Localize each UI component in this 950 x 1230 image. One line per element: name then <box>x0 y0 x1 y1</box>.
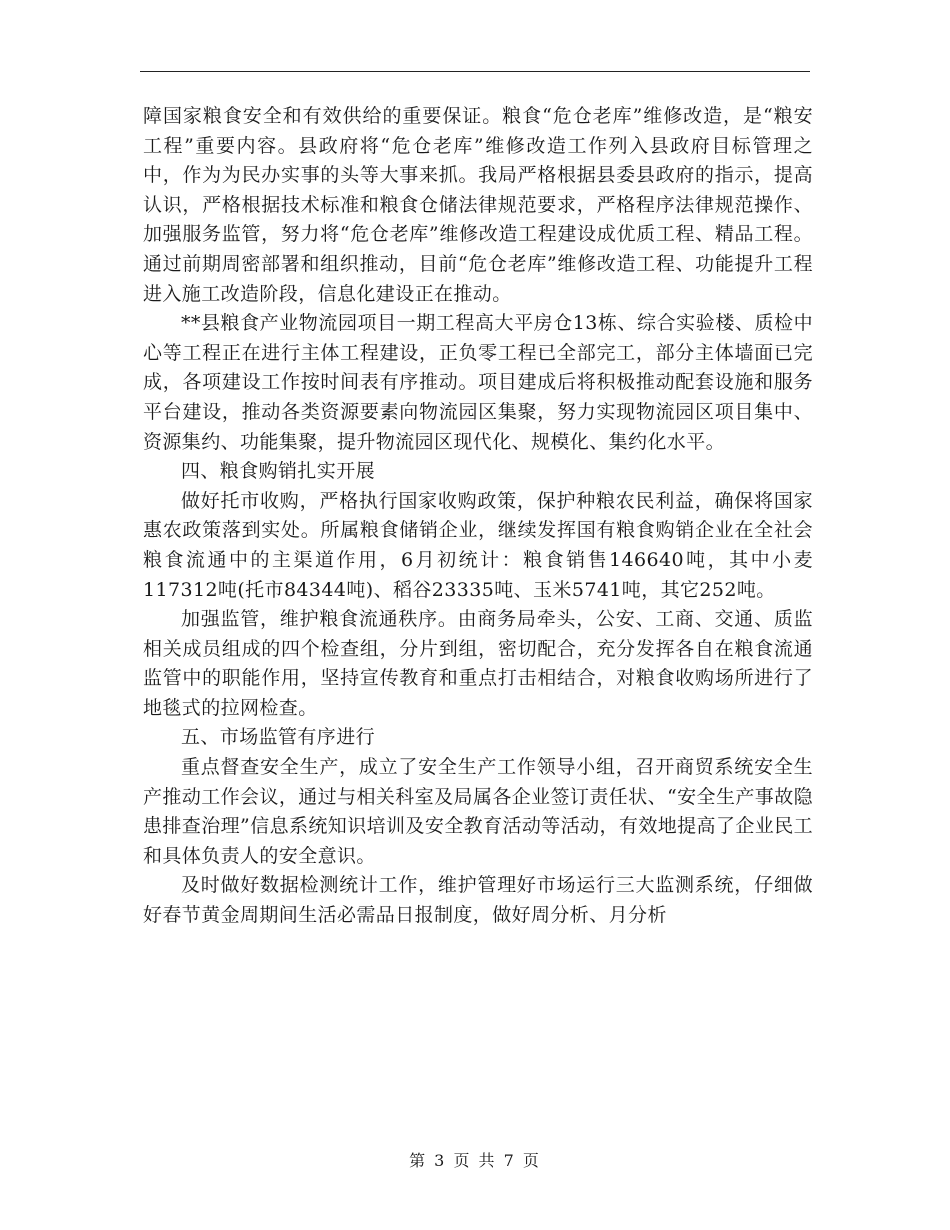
paragraph-purchase-statistics: 做好托市收购，严格执行国家收购政策，保护种粮农民利益，确保将国家惠农政策落到实处。所属粮食储销企业，继续发挥国有粮食购销企业在全社会粮食流通中的主渠道作用，6月初统计：粮食销售146640吨，其中小麦117312吨(托市84344吨)、稻谷23335吨、玉米5741吨，其它252吨。 <box>143 489 813 601</box>
paragraph-supervision: 加强监管，维护粮食流通秩序。由商务局牵头，公安、工商、交通、质监相关成员组成的四个检查组，分片到组，密切配合，充分发挥各自在粮食流通监管中的职能作用，坚持宣传教育和重点打击相结合，对粮食收购场所进行了地毯式的拉网检查。 <box>143 608 813 719</box>
header-rule <box>140 71 810 72</box>
section-heading-market-supervision: 五、市场监管有序进行 <box>181 726 376 749</box>
page-number-footer: 第 3 页 共 7 页 <box>409 1151 541 1170</box>
paragraph-logistics-park: **县粮食产业物流园项目一期工程高大平房仓13栋、综合实验楼、质检中心等工程正在进行主体工程建设，正负零工程已全部完工，部分主体墙面已完成，各项建设工作按时间表有序推动。项目建成后将积极推动配套设施和服务平台建设，推动各类资源要素向物流园区集聚，努力实现物流园区项目集中、资源集约、功能集聚，提升物流园区现代化、规模化、集约化水平。 <box>143 312 813 453</box>
section-heading-grain-purchase: 四、粮食购销扎实开展 <box>181 460 376 483</box>
document-body <box>143 102 813 931</box>
paragraph-granary-renovation: 障国家粮食安全和有效供给的重要保证。粮食“危仓老库”维修改造，是“粮安工程”重要内容。县政府将“危仓老库”维修改造工作列入县政府目标管理之中，作为为民办实事的头等大事来抓。我局严格根据县委县政府的指示，提高认识，严格根据技术标准和粮食仓储法律规范要求，严格程序法律规范操作、加强服务监管，努力将“危仓老库”维修改造工程建设成优质工程、精品工程。通过前期周密部署和组织推动，目前“危仓老库”维修改造工程、功能提升工程进入施工改造阶段，信息化建设正在推动。 <box>143 105 813 305</box>
paragraph-data-monitoring: 及时做好数据检测统计工作，维护管理好市场运行三大监测系统，仔细做好春节黄金周期间生活必需品日报制度，做好周分析、月分析 <box>143 874 813 927</box>
paragraph-safety-production: 重点督查安全生产，成立了安全生产工作领导小组，召开商贸系统安全生产推动工作会议，通过与相关科室及局属各企业签订责任状、“安全生产事故隐患排查治理”信息系统知识培训及安全教育活动等活动，有效地提高了企业民工和具体负责人的安全意识。 <box>143 756 813 867</box>
